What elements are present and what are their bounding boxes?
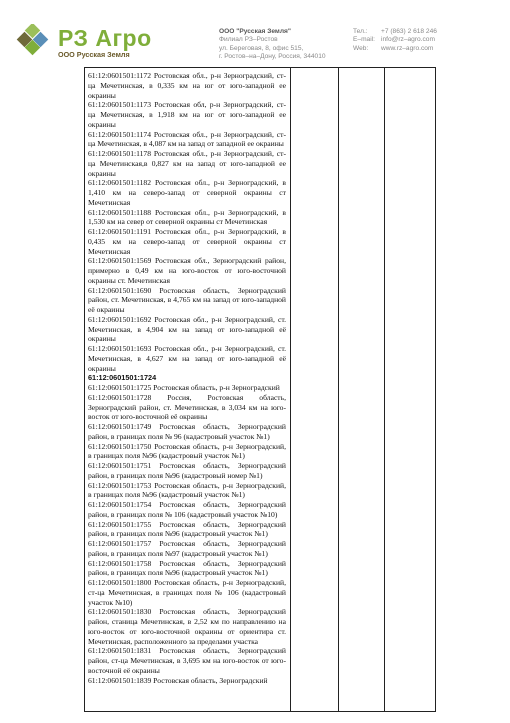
cadastral-entry: 61:12:0601501:1830 Ростовская область, Зерноградский район, станица Мечетинская, в 2,52 км по направлению на юго-восток от юго-восточной окраины от ориентира ст. Мечетинская, расположенного за пределами участка (88, 607, 286, 646)
cadastral-entry: 61:12:0601501:1178 Ростовская обл., р-н Зерноградский, ст-ца Мечетинская,в 0,827 км на запад от юго-западной ее окраины (88, 149, 286, 178)
cadastral-entry: 61:12:0601501:1750 Ростовская область, р-н Зерноградский, в границах поля №96 (кадастровый участок №1) (88, 441, 286, 461)
logo-subtitle: ООО Русская Земля (58, 50, 130, 59)
cadastral-entry: 61:12:0601501:1753 Ростовская область, р-н Зерноградский, в границах поля №96 (кадастровый участок №1) (88, 480, 286, 500)
cadastral-entry: 61:12:0601501:1191 Ростовская обл., р-н Зерноградский, в 0,435 км на северо-запад от северной окраины ст Мечетинская (88, 227, 286, 256)
company-address (219, 28, 326, 61)
cadastral-entry: 61:12:0601501:1724 (88, 373, 157, 383)
table-divider (384, 68, 385, 711)
contact-value: info@rz–agro.com (381, 36, 435, 44)
contact-web[interactable] (353, 45, 437, 53)
contact-key: E–mail: (353, 36, 375, 44)
contact-email[interactable] (353, 36, 437, 44)
contact-phone (353, 28, 437, 36)
cadastral-entry: 61:12:0601501:1692 Ростовская обл., р-н Зерноградский, ст. Мечетинская, в 4,904 км на запад от юго-западной её окраины (88, 314, 286, 344)
company-line: Филиал РЗ–Ростов (219, 36, 278, 44)
logo-title: РЗ Агро (58, 25, 152, 51)
cadastral-entry: 61:12:0601501:1749 Ростовская область, Зерноградский район, в границах поля № 96 (кадастровый участок №1) (88, 422, 286, 441)
company-line: ул. Береговая, 8, офис 515, (219, 44, 304, 52)
cadastral-entry: 61:12:0601501:1751 Ростовская область, Зерноградский район, в границах поля №96 (кадастровый номер №1) (88, 461, 286, 480)
cadastral-entry: 61:12:0601501:1757 Ростовская область, Зерноградский район, в границах поля №97 (кадастровый участок №1) (88, 539, 286, 558)
cadastral-entry: 61:12:0601501:1725 Ростовская область, р-н Зерноградский (88, 383, 280, 392)
contact-key: Тел.: (353, 28, 368, 35)
cadastral-entry: 61:12:0601501:1800 Ростовская область, р-н Зерноградский, ст-ца Мечетинская, в границах поля № 106 (кадастровый участок №10) (88, 578, 286, 607)
cadastral-entry: 61:12:0601501:1754 Ростовская область, Зерноградский район, в границах поля № 106 (кадастровый участок №10) (88, 500, 286, 519)
company-contacts (353, 28, 437, 53)
cadastral-entry: 61:12:0601501:1182 Ростовская обл., р-н Зерноградский, в 1,410 км на северо-запад от северной окраины ст Мечетинская (88, 178, 286, 207)
cadastral-entry: 61:12:0601501:1172 Ростовская обл., р-н Зерноградский, ст-ца Мечетинская, в 0,335 км на юг от юго-западной ее окраины (88, 71, 286, 100)
contact-key: Web: (353, 44, 369, 52)
cadastral-entry: 61:12:0601501:1839 Ростовская область, Зерноградский (88, 675, 268, 685)
contact-value: +7 (863) 2 618 246 (381, 28, 437, 35)
cadastral-entry: 61:12:0601501:1569 Ростовская обл., Зерноградский район, примерно в 0,49 км на юго-восток от юго-восточной окраины ст. Мечетинская (88, 256, 286, 285)
cadastral-entry: 61:12:0601501:1690 Ростовская область, Зерноградский район, ст. Мечетинская, в 4,765 км на запад от юго-западной её окраины (88, 285, 286, 314)
company-line: г. Ростов–на–Дону, Россия, 344010 (219, 52, 326, 60)
logo-icon (16, 24, 50, 58)
contact-value: www.rz–agro.com (381, 44, 434, 52)
cadastral-entry: 61:12:0601501:1728 Россия, Ростовская область, Зерноградский район, ст. Мечетинская, в 3,034 км на юго-восток от юго-восточной её окраины (88, 392, 286, 422)
cadastral-entry: 61:12:0601501:1693 Ростовская обл., р-н Зерноградский, ст. Мечетинская, в 4,627 км на запад от юго-западной её окраины (88, 344, 286, 373)
cadastral-entry: 61:12:0601501:1173 Ростовская обл, р-н Зерноградский, ст-ца Мечетинская, в 1,918 км на юг от юго-западной ее окраины (88, 100, 286, 129)
cadastral-entry: 61:12:0601501:1174 Ростовская обл., р-н Зерноградский, ст-ца Мечетинская, в 4,087 км на запад от западной ее окраины (88, 129, 286, 149)
cadastral-entry: 61:12:0601501:1755 Ростовская область, Зерноградский район, в границах поля №96 (кадастровый участок №1) (88, 519, 286, 539)
land-plots-table (84, 67, 436, 712)
cadastral-entry: 61:12:0601501:1831 Ростовская область, Зерноградский район, ст-ца Мечетинская, в 3,695 км на юго-восток от юго-восточной её окраины (88, 646, 286, 675)
cadastral-entry: 61:12:0601501:1188 Ростовская обл., р-н Зерноградский, в 1,530 км на север от северной окраины ст Мечетинская (88, 207, 286, 227)
company-name: ООО "Русская Земля" (219, 28, 291, 35)
cadastral-entry: 61:12:0601501:1758 Ростовская область, Зерноградский район, в границах поля №96 (кадастровый участок №1) (88, 558, 286, 578)
table-divider (338, 68, 339, 711)
cadastral-entries-cell (88, 71, 286, 685)
table-divider (290, 68, 291, 711)
